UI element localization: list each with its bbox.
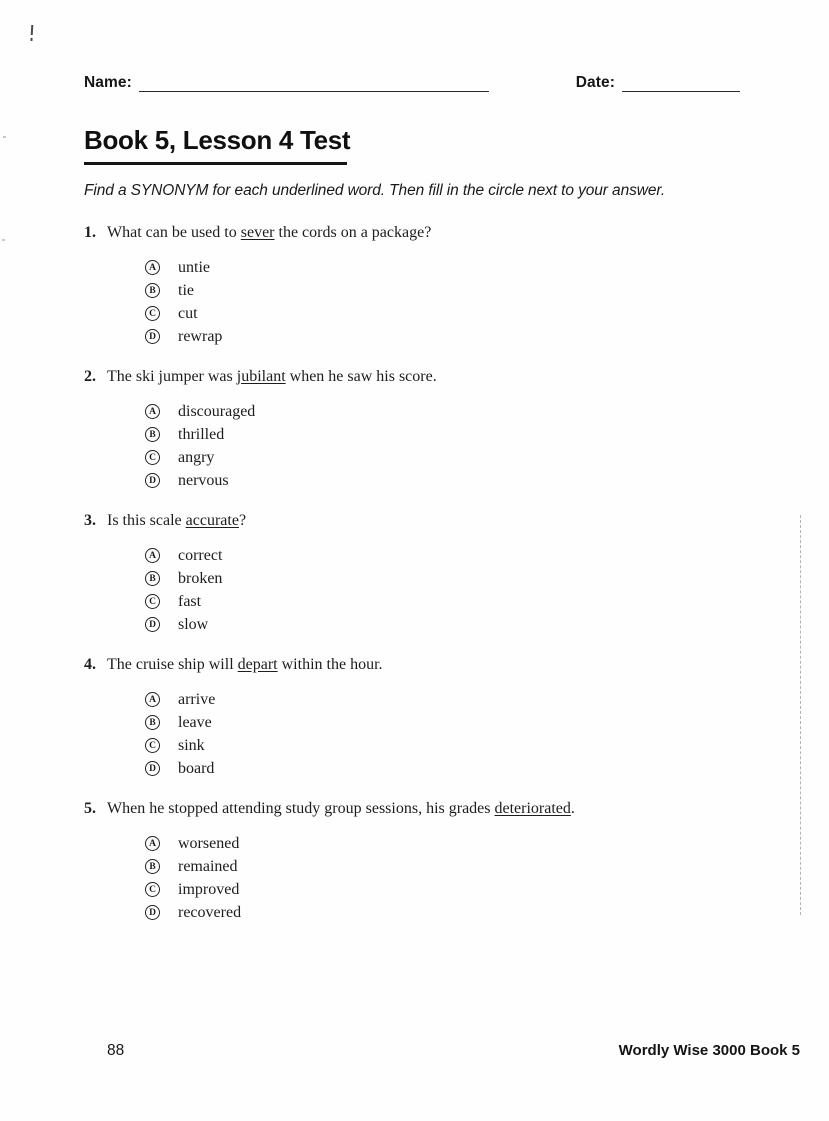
question-post-text: . bbox=[570, 800, 575, 817]
underlined-word: accurate bbox=[185, 512, 239, 529]
answer-option[interactable] bbox=[145, 711, 800, 734]
question-4 bbox=[84, 656, 800, 780]
answer-option[interactable] bbox=[145, 613, 800, 636]
scan-speck bbox=[2, 239, 5, 241]
question-text bbox=[84, 368, 800, 385]
question-number: 5. bbox=[84, 800, 96, 817]
answer-bubble-d[interactable]: D bbox=[145, 905, 160, 920]
answer-option[interactable] bbox=[145, 446, 800, 469]
option-text: thrilled bbox=[178, 425, 225, 443]
answer-bubble-a[interactable]: A bbox=[145, 548, 160, 563]
options-group bbox=[145, 688, 800, 780]
option-text: sink bbox=[178, 736, 205, 754]
options-group bbox=[145, 400, 800, 492]
option-text: angry bbox=[178, 448, 215, 466]
question-text bbox=[84, 656, 800, 673]
answer-option[interactable] bbox=[145, 567, 800, 590]
option-text: discouraged bbox=[178, 402, 256, 420]
options-group bbox=[145, 544, 800, 636]
answer-option[interactable] bbox=[145, 544, 800, 567]
underlined-word: sever bbox=[240, 224, 275, 241]
date-group bbox=[576, 74, 740, 92]
date-input-line[interactable] bbox=[622, 76, 740, 92]
answer-option[interactable] bbox=[145, 688, 800, 711]
option-text: untie bbox=[178, 258, 210, 276]
question-pre-text: The cruise ship will bbox=[107, 656, 238, 673]
answer-option[interactable] bbox=[145, 325, 800, 348]
option-text: improved bbox=[178, 880, 240, 898]
underlined-word: depart bbox=[237, 656, 278, 673]
question-pre-text: What can be used to bbox=[107, 224, 241, 241]
answer-bubble-a[interactable]: A bbox=[145, 404, 160, 419]
options-group bbox=[145, 256, 800, 348]
question-number: 1. bbox=[84, 224, 96, 241]
question-3 bbox=[84, 512, 800, 636]
date-label: Date: bbox=[575, 74, 615, 91]
answer-bubble-b[interactable]: B bbox=[145, 715, 160, 730]
answer-bubble-c[interactable]: C bbox=[145, 450, 160, 465]
question-pre-text: When he stopped attending study group sessions, his grades bbox=[107, 800, 495, 817]
option-text: nervous bbox=[178, 471, 229, 489]
name-group bbox=[84, 74, 489, 92]
title-underline bbox=[84, 162, 347, 165]
answer-option[interactable] bbox=[145, 734, 800, 757]
option-text: slow bbox=[178, 615, 209, 633]
option-text: broken bbox=[178, 569, 223, 587]
question-list bbox=[84, 224, 800, 924]
question-2 bbox=[84, 368, 800, 492]
answer-option[interactable] bbox=[145, 855, 800, 878]
question-1 bbox=[84, 224, 800, 348]
question-5 bbox=[84, 800, 800, 924]
answer-option[interactable] bbox=[145, 302, 800, 325]
answer-option[interactable] bbox=[145, 423, 800, 446]
answer-bubble-a[interactable]: A bbox=[145, 260, 160, 275]
answer-bubble-d[interactable]: D bbox=[145, 473, 160, 488]
instructions-text: Find a SYNONYM for each underlined word. Then fill in the circle next to your answer. bbox=[84, 182, 666, 199]
question-text bbox=[84, 224, 800, 241]
scan-speck bbox=[3, 136, 6, 138]
answer-option[interactable] bbox=[145, 901, 800, 924]
answer-bubble-c[interactable]: C bbox=[145, 594, 160, 609]
options-group bbox=[145, 832, 800, 924]
question-post-text: ? bbox=[238, 512, 247, 529]
option-text: worsened bbox=[178, 834, 240, 852]
answer-bubble-b[interactable]: B bbox=[145, 427, 160, 442]
option-text: tie bbox=[178, 281, 194, 299]
answer-option[interactable] bbox=[145, 469, 800, 492]
question-text bbox=[84, 512, 800, 529]
question-post-text: within the hour. bbox=[277, 656, 383, 673]
answer-option[interactable] bbox=[145, 757, 800, 780]
underlined-word: deteriorated bbox=[494, 800, 571, 817]
option-text: leave bbox=[178, 713, 212, 731]
answer-bubble-d[interactable]: D bbox=[145, 761, 160, 776]
answer-option[interactable] bbox=[145, 878, 800, 901]
answer-option[interactable] bbox=[145, 256, 800, 279]
answer-bubble-a[interactable]: A bbox=[145, 836, 160, 851]
underlined-word: jubilant bbox=[236, 368, 286, 385]
answer-bubble-a[interactable]: A bbox=[145, 692, 160, 707]
answer-option[interactable] bbox=[145, 279, 800, 302]
option-text: fast bbox=[178, 592, 202, 610]
option-text: rewrap bbox=[178, 327, 223, 345]
name-label: Name: bbox=[84, 74, 132, 91]
scan-artifact-mark bbox=[31, 25, 34, 35]
question-number: 3. bbox=[84, 512, 96, 529]
scan-artifact-dashed-line bbox=[800, 515, 801, 915]
option-text: arrive bbox=[178, 690, 216, 708]
option-text: remained bbox=[178, 857, 238, 875]
option-text: board bbox=[178, 759, 215, 777]
name-input-line[interactable] bbox=[139, 76, 489, 92]
answer-option[interactable] bbox=[145, 832, 800, 855]
question-pre-text: Is this scale bbox=[107, 512, 186, 529]
question-text bbox=[84, 800, 800, 817]
answer-bubble-b[interactable]: B bbox=[145, 283, 160, 298]
question-post-text: when he saw his score. bbox=[285, 368, 437, 385]
question-number: 4. bbox=[84, 656, 96, 673]
answer-bubble-d[interactable]: D bbox=[145, 329, 160, 344]
option-text: cut bbox=[178, 304, 198, 322]
answer-option[interactable] bbox=[145, 590, 800, 613]
answer-option[interactable] bbox=[145, 400, 800, 423]
option-text: recovered bbox=[178, 903, 242, 921]
answer-bubble-d[interactable]: D bbox=[145, 617, 160, 632]
answer-bubble-c[interactable]: C bbox=[145, 882, 160, 897]
name-date-row bbox=[84, 74, 800, 92]
page-title: Book 5, Lesson 4 Test bbox=[84, 125, 351, 155]
option-text: correct bbox=[178, 546, 223, 564]
book-title: Wordly Wise 3000 Book 5 bbox=[618, 1042, 800, 1059]
answer-bubble-c[interactable]: C bbox=[145, 306, 160, 321]
answer-bubble-c[interactable]: C bbox=[145, 738, 160, 753]
answer-bubble-b[interactable]: B bbox=[145, 859, 160, 874]
question-post-text: the cords on a package? bbox=[274, 224, 432, 241]
page-footer bbox=[84, 1042, 800, 1060]
question-number: 2. bbox=[84, 368, 96, 385]
answer-bubble-b[interactable]: B bbox=[145, 571, 160, 586]
question-pre-text: The ski jumper was bbox=[107, 368, 237, 385]
page-number: 88 bbox=[107, 1042, 125, 1059]
